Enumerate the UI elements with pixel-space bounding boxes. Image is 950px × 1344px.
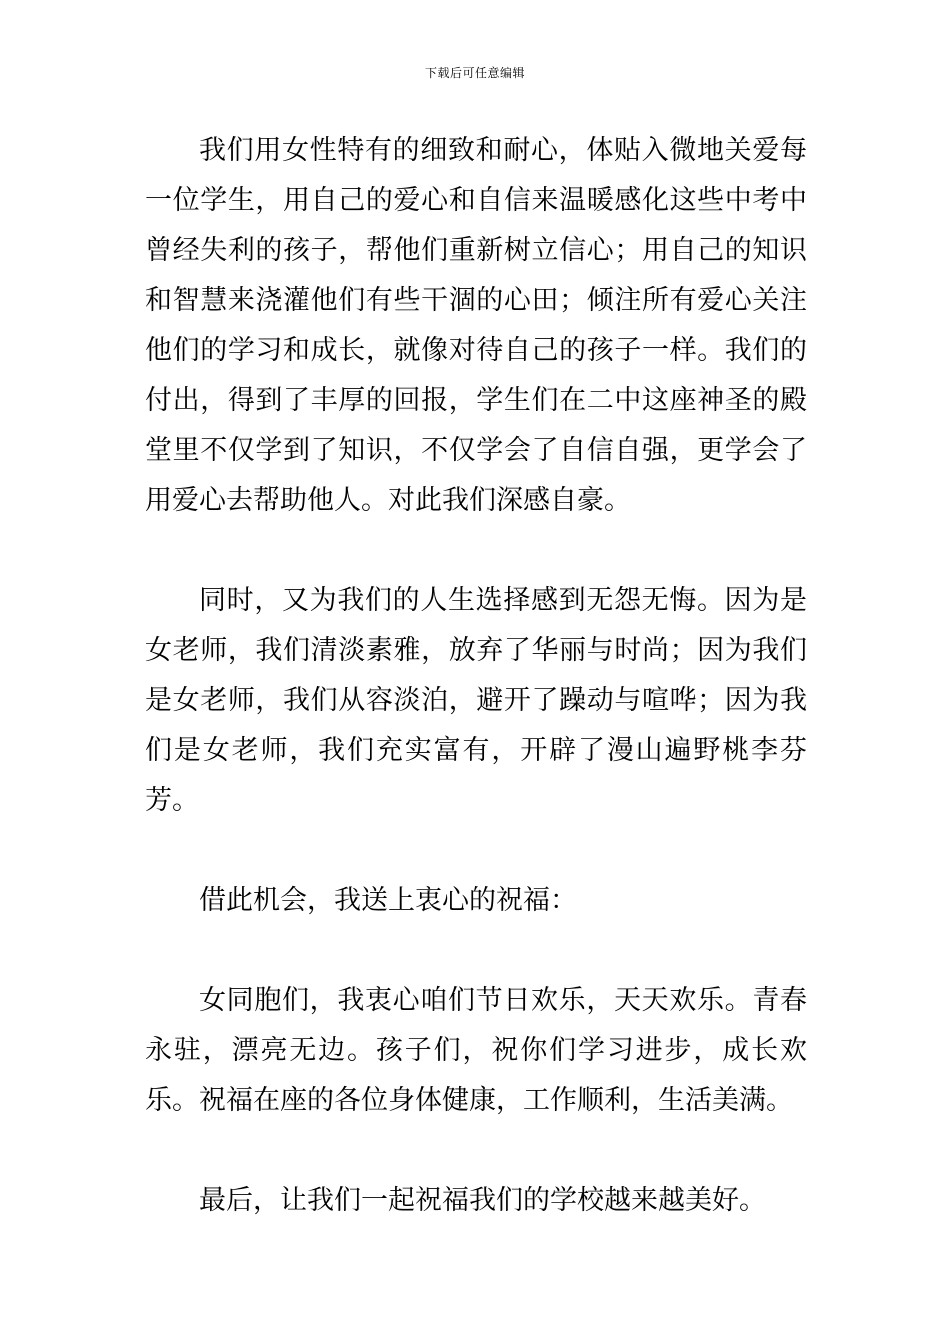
page-header-note: 下载后可任意编辑 — [424, 66, 525, 80]
paragraph-gap — [145, 1126, 807, 1176]
paragraph-3: 借此机会，我送上衷心的祝福： — [199, 885, 577, 916]
paragraph-4: 女同胞们，我衷心咱们节日欢乐，天天欢乐。青春永驻，漂亮无边。孩子们，祝你们学习进步，成长欢乐。祝福在座的各位身体健康，工作顺利，生活美满。 — [145, 985, 807, 1116]
paragraph-gap — [145, 926, 807, 976]
paragraph-2: 同时，又为我们的人生选择感到无怨无悔。因为是女老师，我们清淡素雅，放弃了华丽与时尚；因为我们是女老师，我们从容淡泊，避开了躁动与喧哗；因为我们是女老师，我们充实富有，开辟了漫山遍野桃李芬芳。 — [145, 585, 807, 816]
document-body — [145, 126, 807, 1226]
paragraph-5: 最后，让我们一起祝福我们的学校越来越美好。 — [199, 1185, 766, 1216]
paragraph-1: 我们用女性特有的细致和耐心，体贴入微地关爱每一位学生，用自己的爱心和自信来温暖感化这些中考中曾经失利的孩子，帮他们重新树立信心；用自己的知识和智慧来浇灌他们有些干涸的心田；倾注所有爱心关注他们的学习和成长，就像对待自己的孩子一样。我们的付出，得到了丰厚的回报，学生们在二中这座神圣的殿堂里不仅学到了知识，不仅学会了自信自强，更学会了用爱心去帮助他人。对此我们深感自豪。 — [145, 135, 807, 516]
paragraph-gap — [145, 826, 807, 876]
paragraph-gap — [145, 526, 807, 576]
